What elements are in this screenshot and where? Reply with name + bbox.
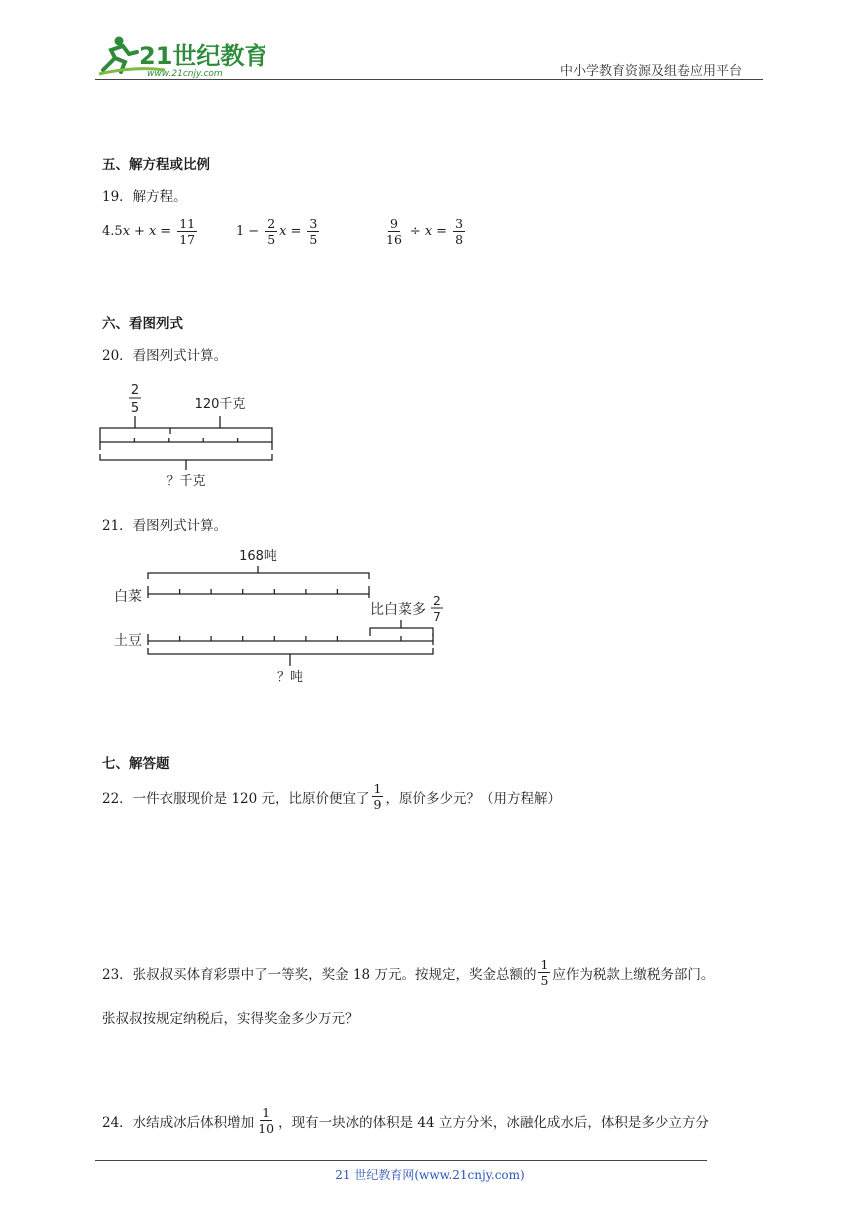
q21-row2-label: 土豆 [114,633,142,649]
header-divider [95,79,763,80]
footer-site-link[interactable]: 21 世纪教育网(www.21cnjy.com) [335,1168,525,1182]
q20-fraction-bracket [100,428,170,434]
q20-label: 20．看图列式计算。 [102,348,228,364]
section-6-title: 六、看图列式 [102,316,183,332]
q22-text: 22．一件衣服现价是 120 元，比原价便宜了 $\frac{1}{9}$ ，原价多少元？（用方程解） [102,781,561,812]
q20-bottom-label: ？千克 [166,474,206,489]
q21-bottom-label: ？吨 [276,670,304,685]
q21-fraction-numerator: 2 [433,594,441,608]
section-7-title: 七、解答题 [102,756,170,772]
q21-label: 21．看图列式计算。 [102,518,228,534]
q21-extra-bracket [370,628,433,636]
q23-text-line1: 23．张叔叔买体育彩票中了一等奖，奖金 18 万元。按规定，奖金总额的 $\frac{1}{5}$ 应作为税款上缴税务部门。 [102,957,715,988]
q21-more-label: 比白菜多 [370,602,426,618]
q19-equation-3: $\frac{9}{16}$ ÷ x = $\frac{3}{8}$ [386,216,464,247]
q21-bottom-bracket [148,648,433,654]
q21-fraction-denominator: 7 [433,610,441,624]
q21-top-bracket [148,573,369,579]
q24-text: 24．水结成冰后体积增加 $\frac{1}{10}$ ，现有一块冰的体积是 44 立方分米，冰融化成水后，体积是多少立方分 [102,1105,709,1136]
q20-fraction-denominator: 5 [130,401,140,416]
logo-url-text: www.21cnjy.com [147,69,223,79]
q20-top-label: 120千克 [194,397,246,412]
site-logo [95,32,265,80]
q23-text-line2: 张叔叔按规定纳税后，实得奖金多少万元？ [102,1011,359,1027]
q21-line-diagram [108,542,448,688]
logo-text: 21世纪教育 [139,42,265,70]
q20-bottom-bracket [100,454,272,460]
q21-top-label: 168吨 [239,549,277,564]
q21-potato-ticks [180,636,401,641]
q21-cabbage-ticks [180,589,338,594]
footer-divider [95,1160,707,1161]
q20-fraction-numerator: 2 [130,383,140,398]
section-5-title: 五、解方程或比例 [102,157,210,173]
q19-equation-1: 4.5 x + x = $\frac{11}{17}$ [102,216,196,247]
q21-row1-label: 白菜 [114,589,142,605]
q19-equation-2: 1 − $\frac{2}{5}$ x = $\frac{3}{5}$ [236,216,318,247]
q20-top-bracket [170,428,272,434]
header-platform-text: 中小学教育资源及组卷应用平台 [560,64,743,79]
q19-label: 19．解方程。 [102,189,187,205]
q20-line-diagram [92,376,292,492]
